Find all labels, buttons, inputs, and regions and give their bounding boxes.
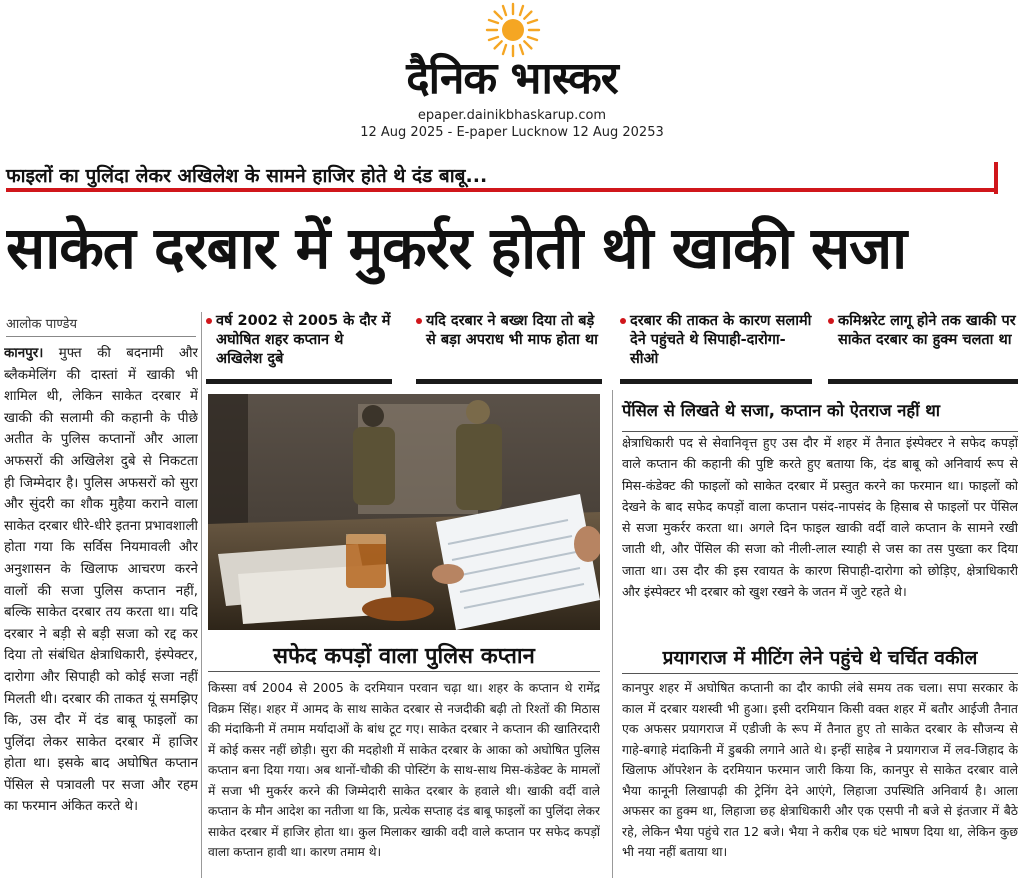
kicker-bar (6, 152, 996, 192)
section-subhead: सफेद कपड़ों वाला पुलिस कप्तान (208, 636, 600, 672)
section-body: क्षेत्राधिकारी पद से सेवानिवृत्त हुए उस दौर में शहर में तैनात इंस्पेक्टर ने सफेद कपड़ों वाले कप्तान की कहानी की पुष्टि करते हुए बताया कि, दंड बाबू को अनिवार्य रूप से मिस-कंडेक्ट की फाइलों को साकेत दरबार में प्रस्तुत करने का फरमान था। फाइलों को देखने के बाद सफेद कपड़ों वाला कप्तान पसंद-नापसंद के हिसाब से फाइलों पर पेंसिल से सजा मुकर्रर करता था। अगले दिन फाइल खाकी वर्दी वाले कप्तान के सामने रखी जाती थी, और पेंसिल की सजा को नीली-लाल स्याही से जस का तस पुख्ता कर दिया जाता था। उस दौर की इस रवायत के कारण सिपाही-दारोगा को छोड़िए, क्षेत्राधिकारी और इंस्पेक्टर भी दरबार को खुश रखने के जतन में जुटे रहते थे। (622, 435, 1018, 600)
headline: साकेत दरबार में मुकर्रर होती थी खाकी सजा (6, 214, 907, 282)
bullet-point: वर्ष 2002 से 2005 के दौर में अघोषित शहर कप्तान थे अखिलेश दुबे (206, 312, 392, 384)
newspaper-logo: दैनिक भास्कर (406, 53, 618, 104)
left-column-text: मुफ्त की बदनामी और ब्लैकमेलिंग की दास्तां में खाकी भी शामिल थी, लेकिन साकेत दरबार में खाकी की सलामी की कहानी के पीछे अतीत के पुलिस कप्तानों और आला अफसरों की अखिलेश दुबे से निकटता ही जिम्मेदार है। पुलिस अफसरों को सुरा और सुंदरी का शौक मुहैया कराने वाला साकेत दरबार धीरे-धीरे इतना प्रभावशाली होता गया कि सर्विस नियमावली और अनुशासन के खिलाफ आचरण करने वालों की सजा पुलिस कप्तान नहीं, बल्कि साकेत दरबार तय करता था। यदि दरबार ने बड़ी से बड़ी सजा को रद्द कर दिया तो संबंधित क्षेत्राधिकारी, इंस्पेक्टर, दारोगा और सिपाही को कोई सजा नहीं मिलती थी। दरबार की ताकत यूं समझिए कि, उस दौर में दंड बाबू फाइलों का पुलिंदा लेकर साकेत दरबार में हाजिर होता था। इसके बाद अघोषित कप्तान पेंसिल से पत्रावली पर सजा और रहम का फरमान अंकित करते थे। (4, 346, 198, 815)
section-body: किस्सा वर्ष 2004 से 2005 के दरमियान परवान चढ़ा था। शहर के कप्तान थे रामेंद्र विक्रम सिंह। शहर में आमद के साथ साकेत दरबार से नजदीकी बढ़ी तो रिश्तों की मिठास की मंदाकिनी में तमाम मर्यादाओं के बांध टूट गए। साकेत दरबार ने कप्तान की खातिरदारी में कोई कसर नहीं छोड़ी। सुरा की मदहोशी में साकेत दरबार के आका को अघोषित पुलिस कप्तान बना दिया गया। अब थानों-चौकी की पोस्टिंग के साथ-साथ मिस-कंडेक्ट के मामलों में सजा भी मुकर्रर करने की जिम्मेदारी साकेत दरबार के हवाले थी। खाकी वर्दी वाले कप्तान के मौन आदेश का नतीजा था कि, प्रत्येक सप्ताह दंड बाबू फाइलों का पुलिंदा लेकर साकेत दरबार में हाजिर होता था। कुल मिलाकर खाकी वदी वाले कप्तान पर सफेद कपड़ों वाला कप्तान हावी था। कारण तमाम थे। (208, 681, 600, 859)
column-divider (612, 390, 613, 878)
column-divider (201, 312, 202, 878)
article-photo (208, 394, 600, 630)
kicker-rule (994, 162, 998, 194)
bullet-point: दरबार की ताकत के कारण सलामी देने पहुंचते थे सिपाही-दारोगा-सीओ (620, 312, 812, 384)
kicker-text: फाइलों का पुलिंदा लेकर अखिलेश के सामने हाजिर होते थे दंड बाबू... (6, 165, 488, 187)
dateline: कानपुर। (4, 346, 44, 361)
section-body: कानपुर शहर में अघोषित कप्तानी का दौर काफी लंबे समय तक चला। सपा सरकार के काल में दरबार यशस्वी भी हुआ। इसी दरमियान किसी वक्त शहर में बतौर आईजी तैनात एक अफसर प्रयागराज में एडीजी के रूप में तैनात हुए तो साकेत दरबार के सौजन्य से गाहे-बगाहे मंदाकिनी में डुबकी लगाने आते थे। इन्हीं साहेब ने प्रयागराज में लव-जिहाद के खिलाफ ऑपरेशन के दरमियान फरमान जारी किया कि, कानपुर से साकेत दरबार वाले भैया कानूनी लिखापढ़ी की ट्रेनिंग देने आएंगे, लिहाजा उपस्थिति अनिवार्य है। आला अफसर का हुक्म था, लिहाजा छह क्षेत्राधिकारी और एक एसपी नौ बजे से इंतजार में बैठे रहे, लेकिन भैया पहुंचे रात 12 बजे। भैया ने करीब एक घंटे भाषण दिया था, लेकिन कुछ भी नया नहीं बताया था। (622, 680, 1018, 859)
edition-line: 12 Aug 2025 - E-paper Lucknow 12 Aug 20253 (360, 125, 664, 140)
section-subhead: पेंसिल से लिखते थे सजा, कप्तान को ऐतराज नहीं था (622, 398, 1018, 432)
byline: आलोक पाण्डेय (6, 314, 196, 337)
bullet-point: कमिश्नरेट लागू होने तक खाकी पर साकेत दरबार का हुक्म चलता था (828, 312, 1018, 384)
left-column-body (4, 343, 198, 878)
sun-logo-icon (485, 2, 541, 58)
section-subhead: प्रयागराज में मीटिंग लेने पहुंचे थे चर्चित वकील (622, 640, 1018, 674)
bullet-point: यदि दरबार ने बख्श दिया तो बड़े से बड़ा अपराध भी माफ होता था (416, 312, 602, 384)
epaper-url[interactable]: epaper.dainikbhaskarup.com (417, 108, 607, 123)
